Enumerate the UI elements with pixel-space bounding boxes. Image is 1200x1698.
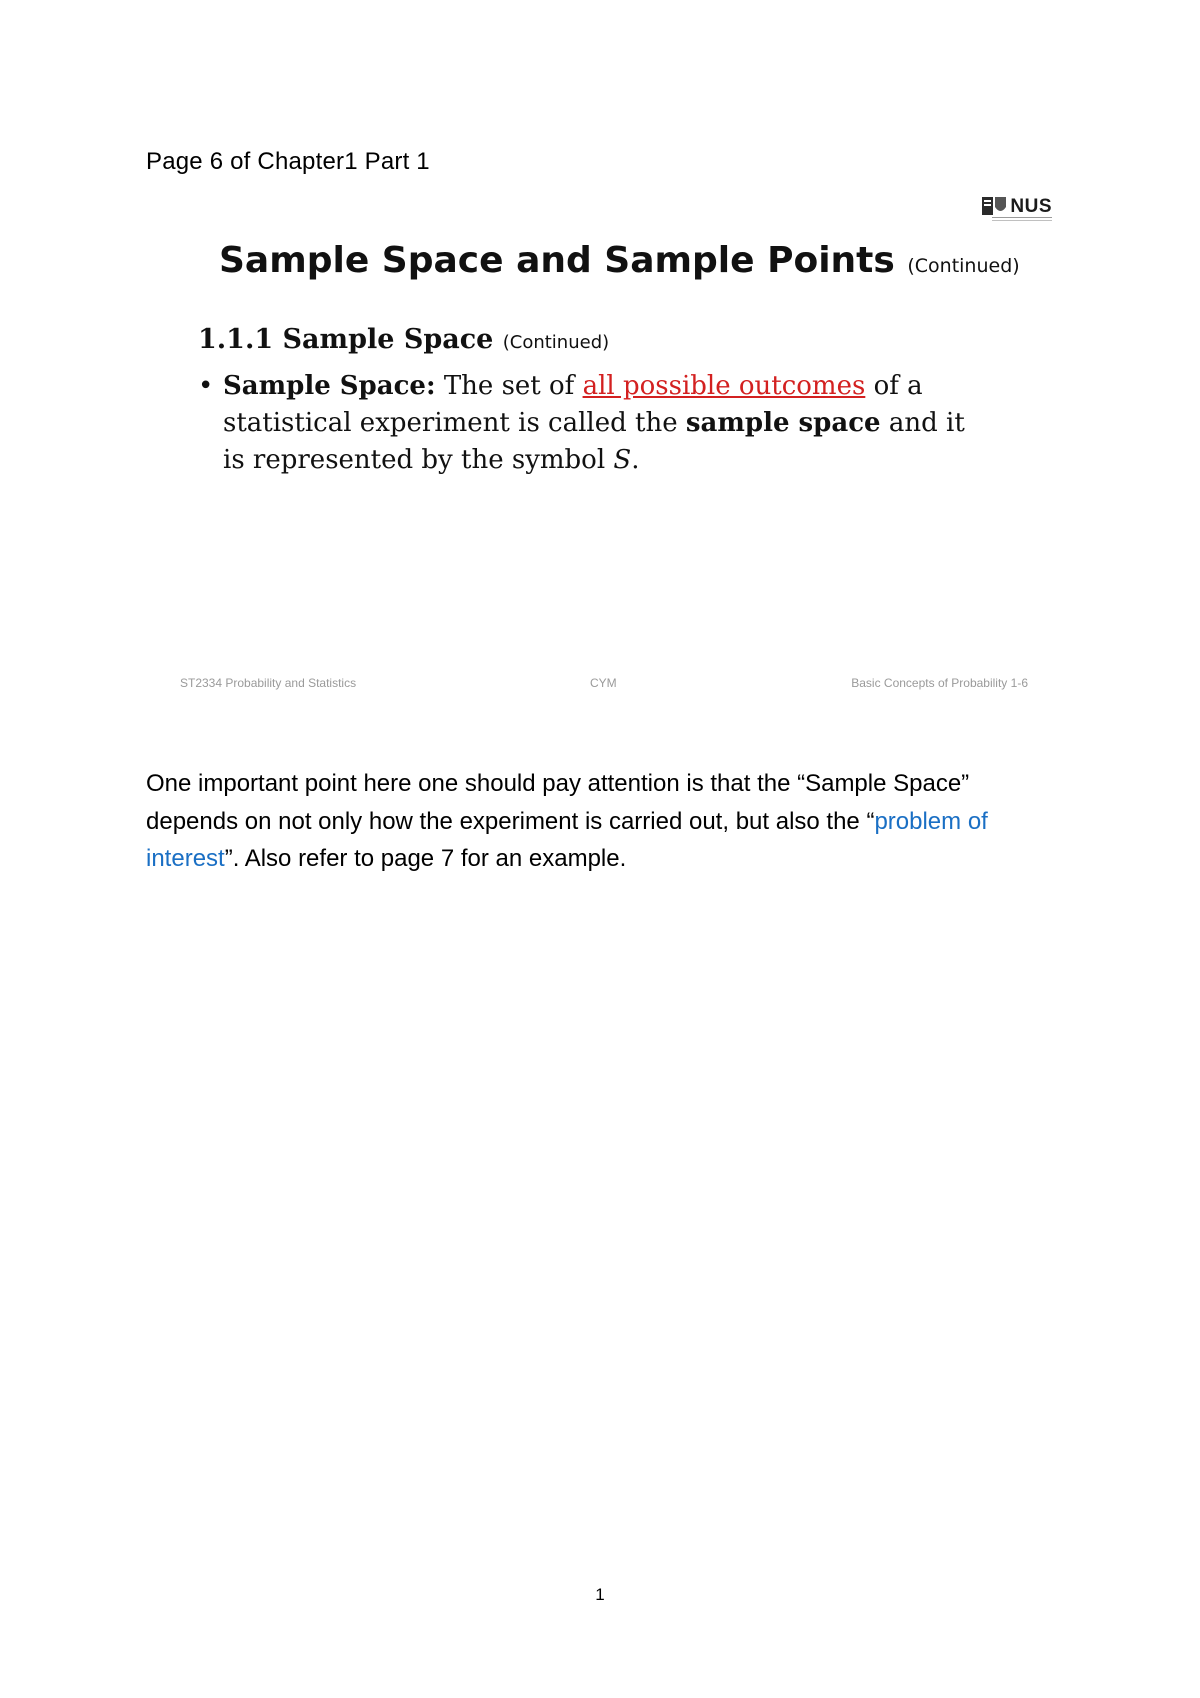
section-heading-text: 1.1.1 Sample Space [198, 324, 494, 355]
bullet-text-3: and it is represented by the symbol [223, 408, 965, 475]
page-header: Page 6 of Chapter1 Part 1 [146, 148, 430, 175]
nus-logo [981, 196, 1052, 216]
paragraph-part-2: ”. Also refer to page 7 for an example. [224, 845, 627, 872]
logo-text: NUS [1010, 195, 1052, 217]
bullet-highlight: all possible outcomes [582, 371, 866, 401]
logo-subtext [992, 217, 1052, 221]
bullet-symbol: S [613, 445, 632, 475]
bullet-text [198, 368, 988, 479]
bullet-text-4: . [631, 445, 640, 475]
slide-footer-course: ST2334 Probability and Statistics [180, 676, 357, 690]
bullet-text-2: of a statistical experiment is called the [223, 371, 923, 438]
explanation-paragraph [146, 765, 1066, 878]
bullet-marker: • [198, 371, 214, 401]
bullet-text-1: The set of [435, 371, 583, 401]
slide-title-text: Sample Space and Sample Points [219, 240, 895, 281]
slide-title [219, 240, 1020, 281]
page-number: 1 [595, 1585, 605, 1604]
slide-title-suffix: (Continued) [907, 255, 1020, 277]
paragraph-part-1: One important point here one should pay attention is that the “Sample Space” depends on not only how the experiment is carried out, but also the “ [146, 770, 970, 835]
embedded-slide [180, 190, 1060, 705]
slide-footer-page: Basic Concepts of Probability 1-6 [851, 676, 1028, 690]
bullet-term: Sample Space: [223, 371, 436, 401]
bullet-bold-term: sample space [685, 408, 881, 438]
nus-crest-icon [981, 196, 1007, 216]
section-heading [198, 324, 609, 355]
slide-footer-author: CYM [590, 676, 617, 690]
section-heading-suffix: (Continued) [502, 332, 610, 353]
paragraph-highlight: problem of interest [146, 807, 988, 872]
bullet-item [198, 368, 988, 479]
